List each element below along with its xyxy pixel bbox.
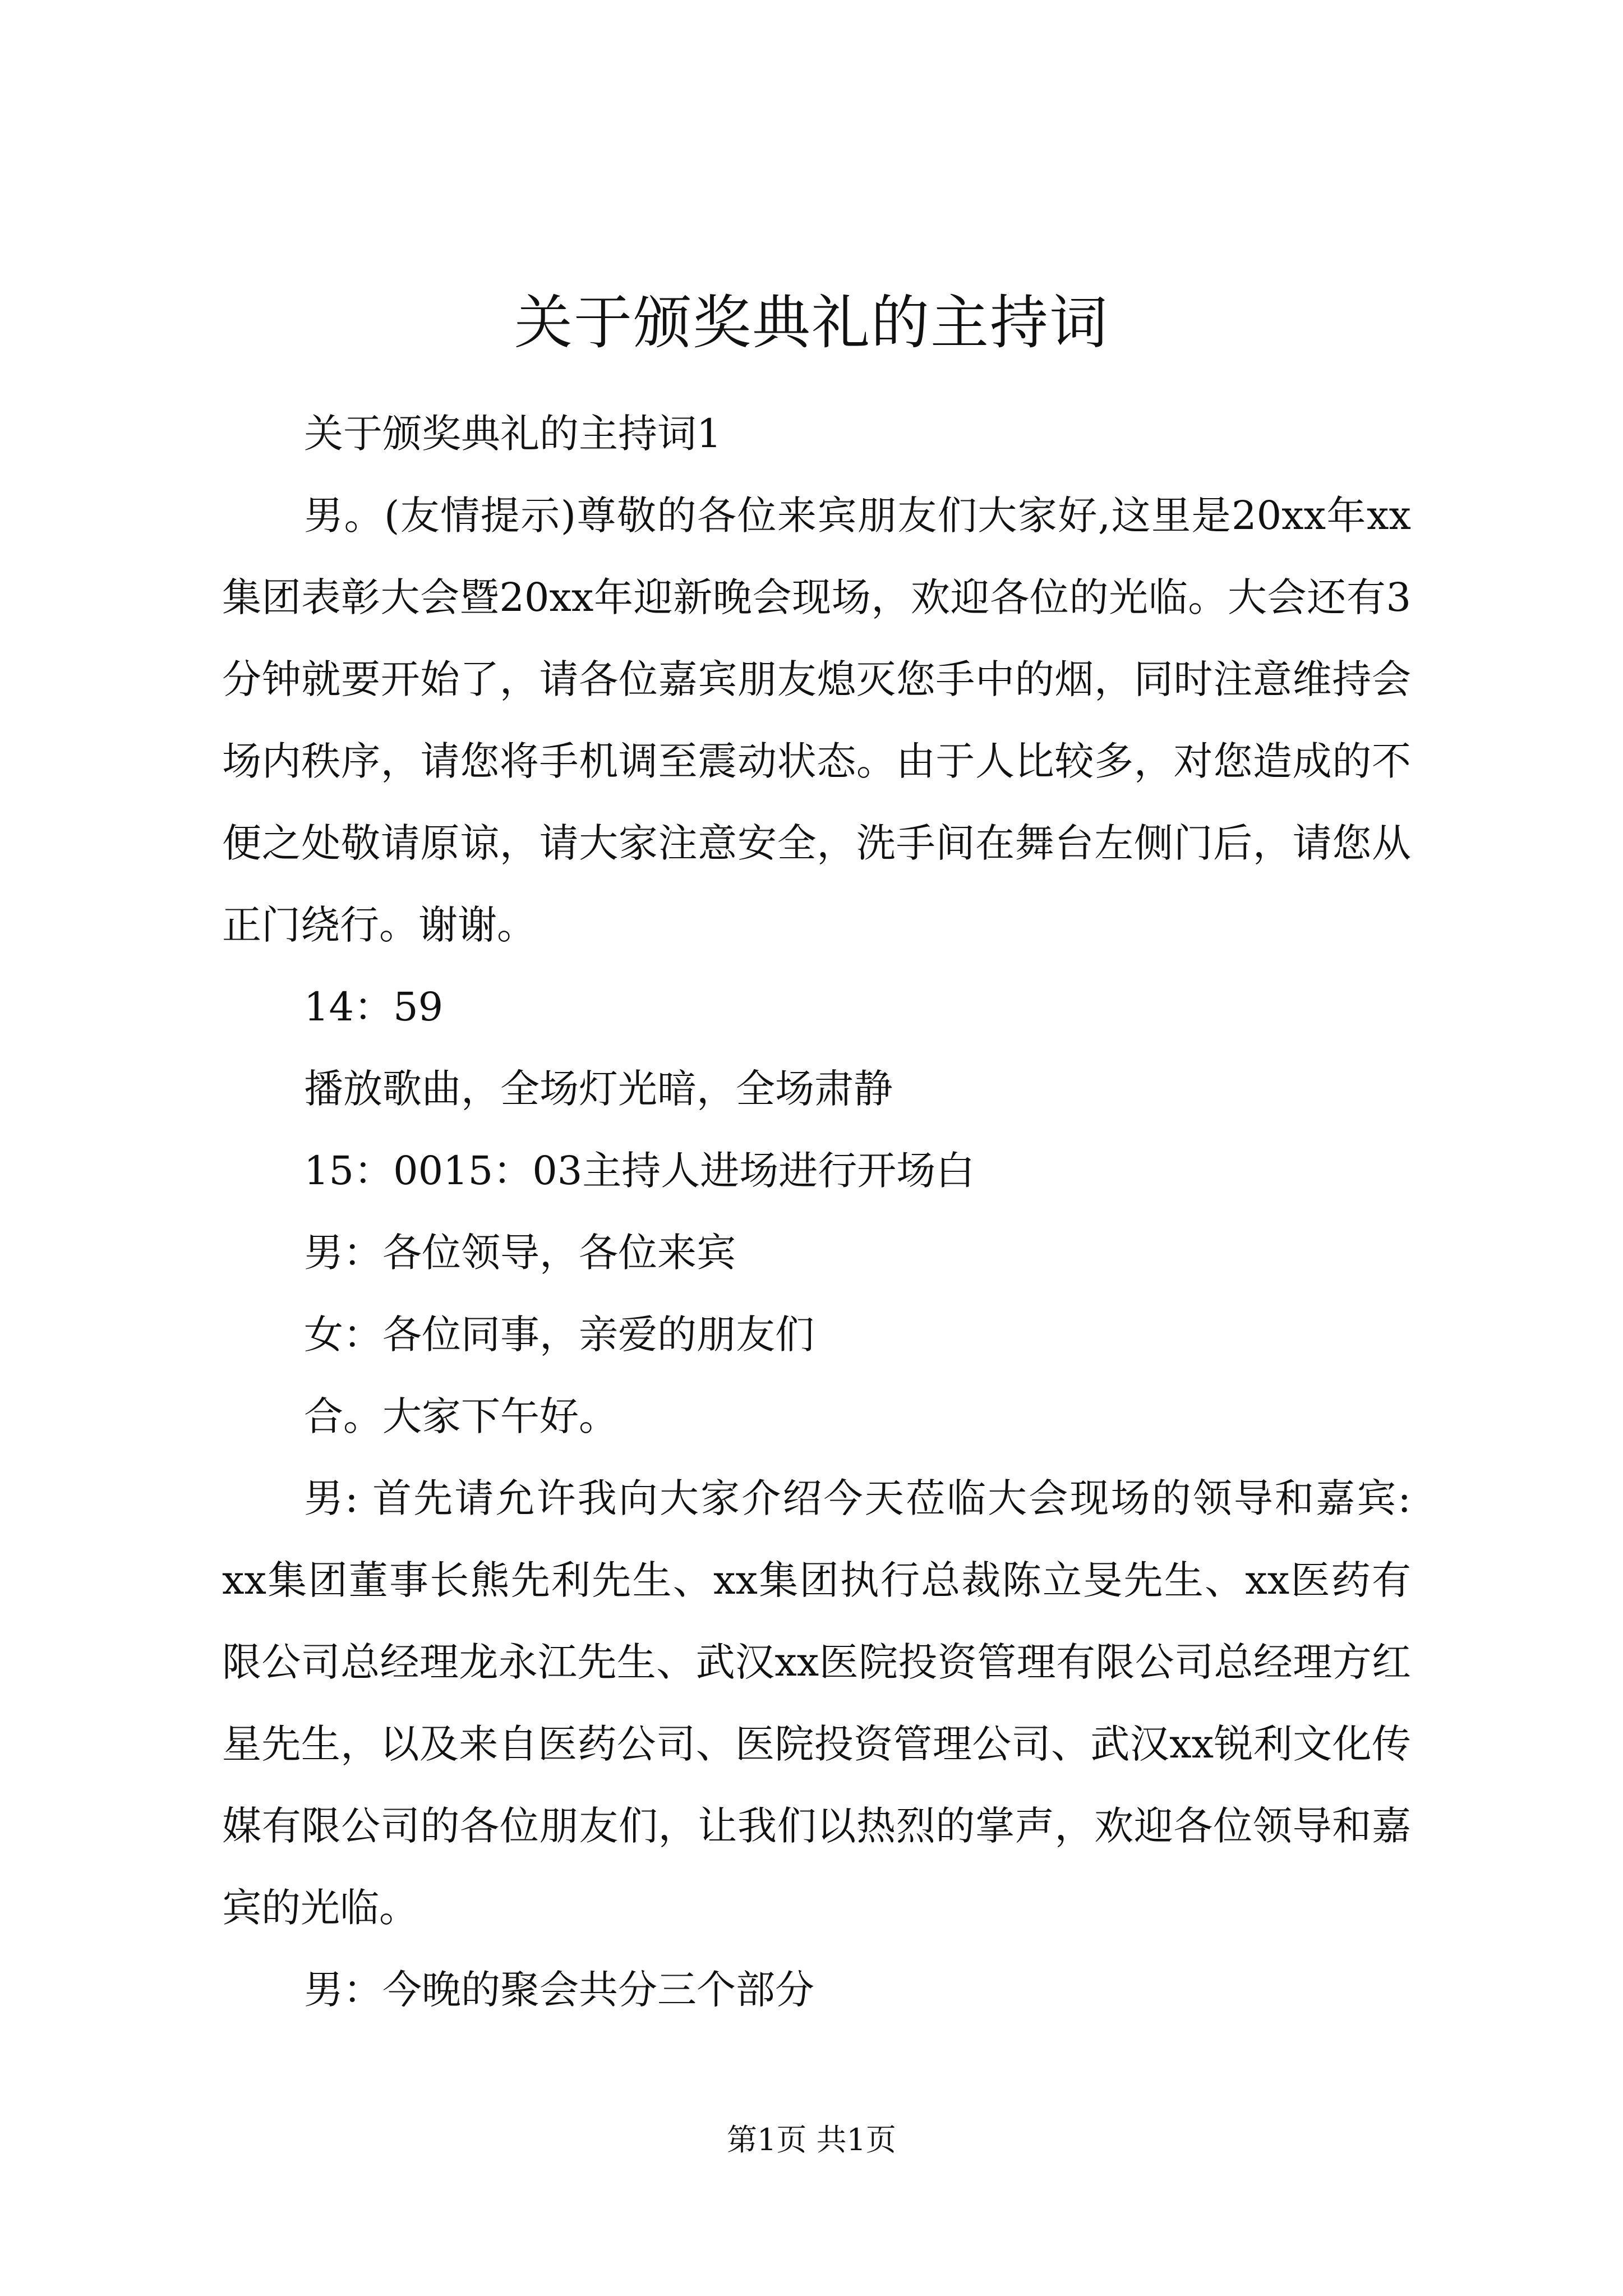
paragraph-time: 14：59	[304, 984, 444, 1030]
paragraph-introduction: 男: 首先请允许我向大家介绍今天莅临大会现场的领导和嘉宾: xx集团董事长熊先利先生、xx集团执行总裁陈立旻先生、xx医药有限公司总经理龙永江先生、武汉xx医院投资管理有限公司总经理方红星先生，以及来自医药公司、医院投资管理公司、武汉xx锐利文化传媒有限公司的各位朋友们，让我们以热烈的掌声，欢迎各位领导和嘉宾的光临。	[222, 1475, 1412, 1931]
paragraph-reminder: 男。(友情提示)尊敬的各位来宾朋友们大家好,这里是20xx年xx集团表彰大会暨20xx年迎新晚会现场，欢迎各位的光临。大会还有3分钟就要开始了，请各位嘉宾朋友熄灭您手中的烟，同时注意维持会场内秩序，请您将手机调至震动状态。由于人比较多，对您造成的不便之处敬请原谅，请大家注意安全，洗手间在舞台左侧门后，请您从正门绕行。谢谢。	[222, 493, 1411, 948]
paragraph-male-greeting: 男：各位领导，各位来宾	[304, 1230, 736, 1276]
paragraph-entrance: 15：0015：03主持人进场进行开场白	[304, 1148, 975, 1194]
paragraph-program: 男：今晚的聚会共分三个部分	[304, 1967, 814, 2013]
document-title: 关于颁奖典礼的主持词	[514, 288, 1109, 357]
paragraph-female-greeting: 女：各位同事，亲爱的朋友们	[304, 1312, 814, 1358]
page-footer: 第1页 共1页	[727, 2122, 896, 2157]
paragraph-heading: 关于颁奖典礼的主持词1	[304, 411, 722, 457]
paragraph-together: 合。大家下午好。	[304, 1393, 618, 1439]
document-body	[222, 393, 1411, 2031]
paragraph-music: 播放歌曲，全场灯光暗，全场肃静	[304, 1066, 893, 1112]
